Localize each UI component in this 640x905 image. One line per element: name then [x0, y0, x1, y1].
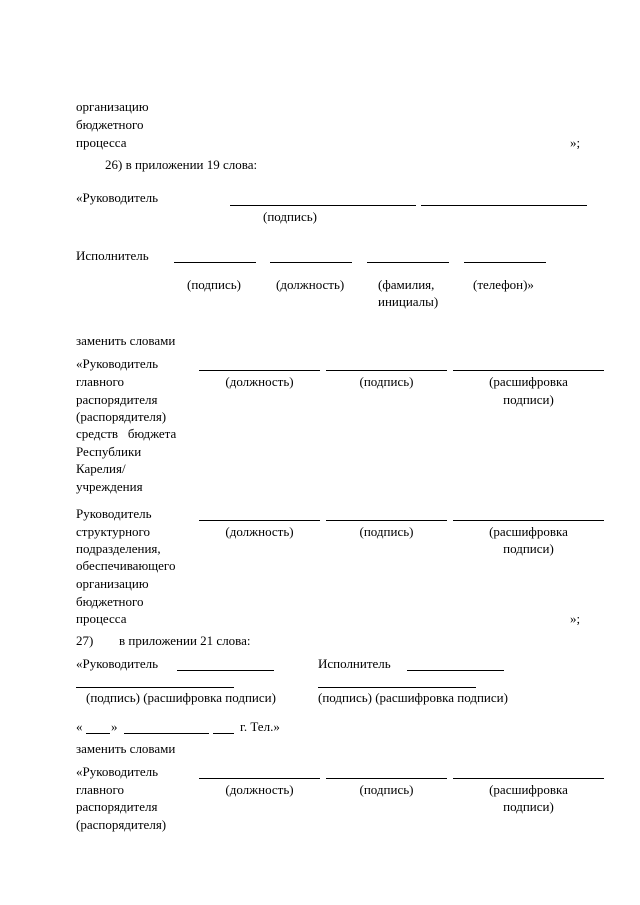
date-month-line [124, 733, 209, 734]
caption-surname: (фамилия, [378, 277, 435, 292]
head-label: «Руководитель [76, 190, 158, 205]
text-line: «Руководитель [76, 356, 158, 371]
replace-label: заменить словами [76, 741, 176, 756]
caption-decoding: (расшифровка [489, 782, 568, 797]
signature-line [326, 778, 447, 779]
text-line: распорядителя [76, 799, 158, 814]
signature-line [230, 205, 416, 206]
signature-line [199, 370, 320, 371]
text-line: обеспечивающего [76, 558, 176, 573]
text-line: «Руководитель [76, 764, 158, 779]
executor-label: Исполнитель [76, 248, 149, 263]
text-line: организацию [76, 99, 149, 114]
signature-line [326, 370, 447, 371]
end-mark: »; [570, 611, 581, 626]
item-27-heading: в приложении 21 слова: [119, 633, 251, 648]
caption-position: (должность) [225, 374, 294, 389]
text-line: (распорядителя) [76, 817, 167, 832]
signature-line [76, 687, 234, 688]
text-line: процесса [76, 611, 127, 626]
signature-line [174, 262, 256, 263]
text-line: подразделения, [76, 541, 161, 556]
caption-decoding: подписи) [503, 799, 554, 814]
signature-line [326, 520, 447, 521]
text-line: средств бюджета [76, 426, 177, 441]
signature-line [199, 520, 320, 521]
caption-position: (должность) [276, 277, 345, 292]
date-day-line [86, 733, 110, 734]
date-suffix: г. Тел.» [240, 719, 280, 734]
end-mark: »; [570, 135, 581, 150]
caption-signature-decoding: (подпись) (расшифровка подписи) [318, 690, 508, 705]
text-line: процесса [76, 135, 127, 150]
signature-line [464, 262, 546, 263]
caption-signature-decoding: (подпись) (расшифровка подписи) [86, 690, 276, 705]
caption-signature: (подпись) [359, 782, 414, 797]
item-27-number: 27) [76, 633, 94, 648]
caption-initials: инициалы) [378, 294, 439, 309]
text-line: Руководитель [76, 506, 152, 521]
caption-position: (должность) [225, 524, 294, 539]
item-26-heading: 26) в приложении 19 слова: [105, 157, 258, 172]
signature-line [318, 687, 476, 688]
text-line: структурного [76, 524, 151, 539]
caption-signature: (подпись) [359, 524, 414, 539]
caption-signature: (подпись) [263, 209, 317, 224]
executor-label: Исполнитель [318, 656, 391, 671]
caption-decoding: подписи) [503, 392, 554, 407]
text-line: главного [76, 374, 125, 389]
text-line: бюджетного [76, 594, 144, 609]
replace-label: заменить словами [76, 333, 176, 348]
signature-line [453, 520, 604, 521]
caption-signature: (подпись) [359, 374, 414, 389]
caption-decoding: (расшифровка [489, 524, 568, 539]
signature-line [199, 778, 320, 779]
signature-line [270, 262, 352, 263]
text-line: Республики [76, 444, 142, 459]
caption-phone: (телефон)» [473, 277, 534, 292]
signature-line [407, 670, 504, 671]
signature-line [453, 778, 604, 779]
text-line: организацию [76, 576, 149, 591]
text-line: Карелия/ [76, 461, 126, 476]
signature-line [421, 205, 587, 206]
head-label: «Руководитель [76, 656, 158, 671]
date-open-quote: « [76, 719, 83, 734]
date-close-quote: » [111, 719, 118, 734]
caption-decoding: подписи) [503, 541, 554, 556]
caption-signature: (подпись) [187, 277, 241, 292]
signature-line [177, 670, 274, 671]
text-line: учреждения [76, 479, 143, 494]
text-line: распорядителя [76, 392, 158, 407]
text-line: главного [76, 782, 125, 797]
caption-position: (должность) [225, 782, 294, 797]
signature-line [453, 370, 604, 371]
text-line: бюджетного [76, 117, 144, 132]
text-line: (распорядителя) [76, 409, 167, 424]
date-year-line [213, 733, 234, 734]
signature-line [367, 262, 449, 263]
caption-decoding: (расшифровка [489, 374, 568, 389]
